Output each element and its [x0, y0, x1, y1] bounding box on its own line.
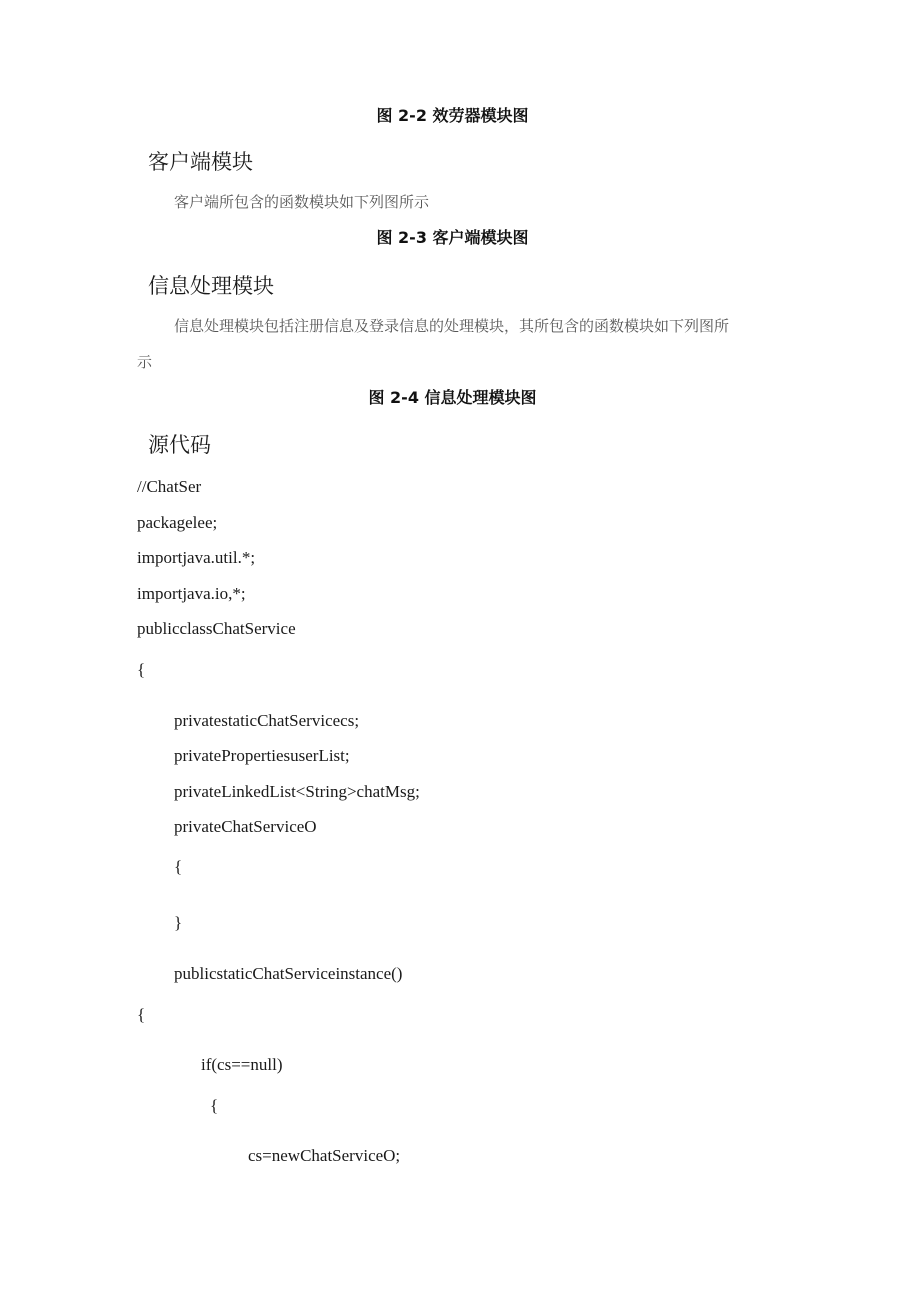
figure-caption-client-module: 图 2-3 客户端模块图	[376, 228, 529, 247]
section-heading-info-module: 信息处理模块	[148, 274, 274, 298]
code-line: privatePropertiesuserList;	[174, 746, 350, 765]
code-line: {	[210, 1096, 219, 1115]
code-line: {	[174, 857, 183, 876]
paragraph-info-module-line2: 示	[137, 353, 153, 371]
code-line: importjava.util.*;	[137, 548, 256, 567]
paragraph-info-module-line1: 信息处理模块包括注册信息及登录信息的处理模块，其所包含的函数模块如下列图所	[174, 317, 730, 335]
code-line: privatestaticChatServicecs;	[174, 711, 360, 730]
code-line: importjava.io,*;	[137, 584, 246, 603]
code-line: }	[174, 913, 183, 932]
code-line: {	[137, 1005, 146, 1024]
code-line: {	[137, 660, 146, 679]
section-heading-source-code: 源代码	[148, 433, 211, 457]
code-line: privateLinkedList<String>chatMsg;	[174, 782, 420, 801]
code-line: publicclassChatService	[137, 619, 296, 638]
code-line: //ChatSer	[137, 477, 202, 496]
paragraph-client-module: 客户端所包含的函数模块如下列图所示	[174, 193, 430, 211]
code-line: privateChatServiceO	[174, 817, 317, 836]
figure-caption-info-module: 图 2-4 信息处理模块图	[368, 388, 537, 407]
section-heading-client-module: 客户端模块	[148, 150, 253, 174]
code-line: if(cs==null)	[201, 1055, 283, 1074]
code-line: cs=newChatServiceO;	[248, 1146, 401, 1165]
code-line: publicstaticChatServiceinstance()	[174, 964, 403, 983]
figure-caption-server-module: 图 2-2 效劳器模块图	[376, 106, 529, 125]
code-line: packagelee;	[137, 513, 218, 532]
